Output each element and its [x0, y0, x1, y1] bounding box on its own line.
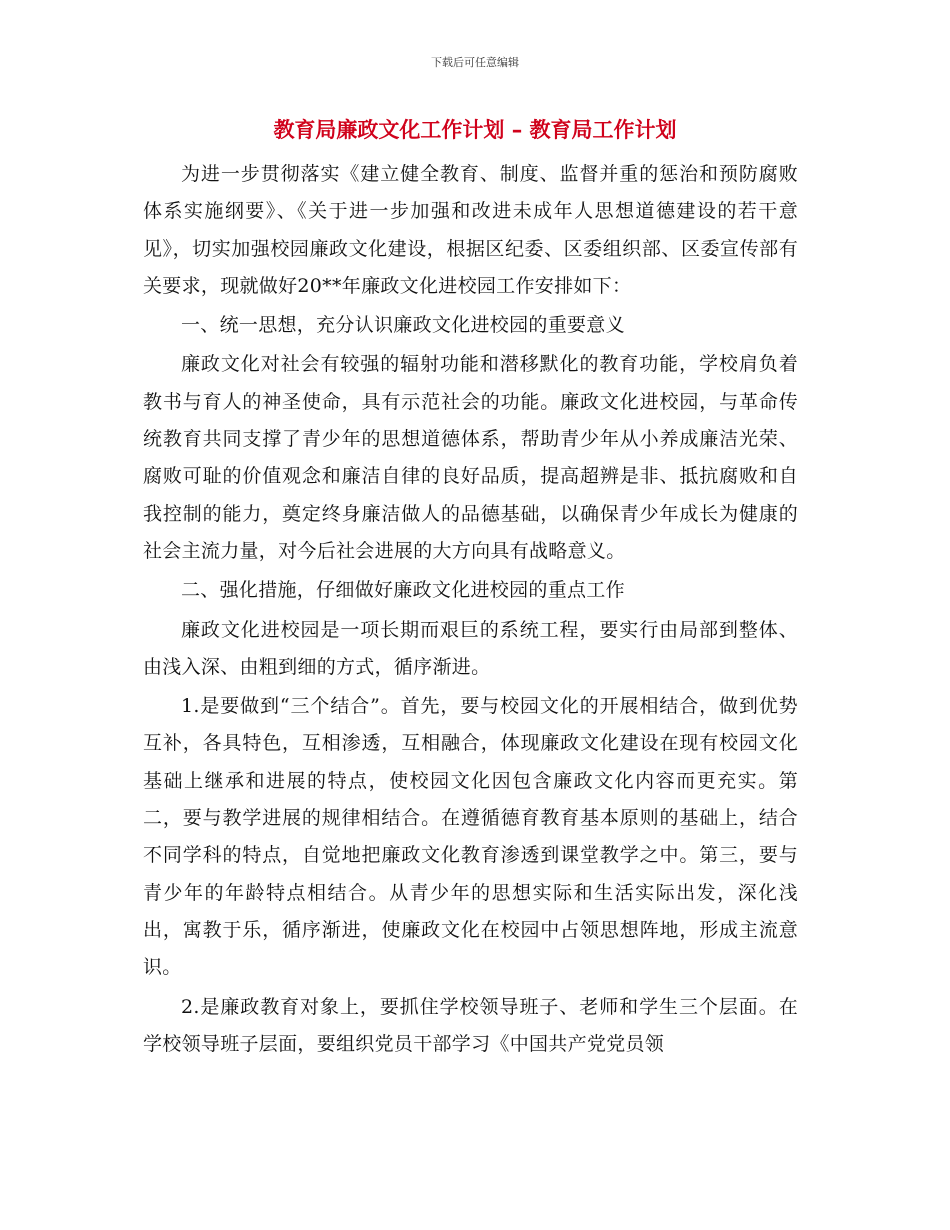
section-1-paragraph: 廉政文化对社会有较强的辐射功能和潜移默化的教育功能，学校肩负着教书与育人的神圣使命，具有示范社会的功能。廉政文化进校园，与革命传统教育共同支撑了青少年的思想道德体系，帮助青少年从小养成廉洁光荣、腐败可耻的价值观念和廉洁自律的良好品质，提高超辨是非、抵抗腐败和自我控制的能力，奠定终身廉洁做人的品德基础，以确保青少年成长为健康的社会主流力量，对今后社会进展的大方向具有战略意义。: [143, 353, 798, 562]
document-title: 教育局廉政文化工作计划 – 教育局工作计划: [273, 118, 677, 142]
document-body: [143, 156, 798, 1063]
intro-paragraph: 为进一步贯彻落实《建立健全教育、制度、监督并重的惩治和预防腐败体系实施纲要》、《关于进一步加强和改进未成年人思想道德建设的若干意见》，切实加强校园廉政文化建设，根据区纪委、区委组织部、区委宣传部有关要求，现就做好20**年廉政文化进校园工作安排如下：: [143, 163, 798, 297]
section-heading-1: 一、统一思想，充分认识廉政文化进校园的重要意义: [181, 314, 625, 337]
section-heading-2: 二、强化措施，仔细做好廉政文化进校园的重点工作: [181, 579, 625, 602]
point-1-paragraph: 1.是要做到“三个结合”。首先，要与校园文化的开展相结合，做到优势互补，各具特色，互相渗透，互相融合，体现廉政文化建设在现有校园文化基础上继承和进展的特点，使校园文化因包含廉政文化内容而更充实。第二，要与教学进展的规律相结合。在遵循德育教育基本原则的基础上，结合不同学科的特点，自觉地把廉政文化教育渗透到课堂教学之中。第三，要与青少年的年龄特点相结合。从青少年的思想实际和生活实际出发，深化浅出，寓教于乐，循序渐进，使廉政文化在校园中占领思想阵地，形成主流意识。: [143, 695, 798, 979]
header-note: 下载后可任意编辑: [431, 56, 519, 69]
point-2-paragraph: 2.是廉政教育对象上，要抓住学校领导班子、老师和学生三个层面。在学校领导班子层面，要组织党员干部学习《中国共产党党员领: [143, 995, 798, 1055]
section-2-paragraph: 廉政文化进校园是一项长期而艰巨的系统工程，要实行由局部到整体、由浅入深、由粗到细的方式，循序渐进。: [143, 618, 798, 678]
